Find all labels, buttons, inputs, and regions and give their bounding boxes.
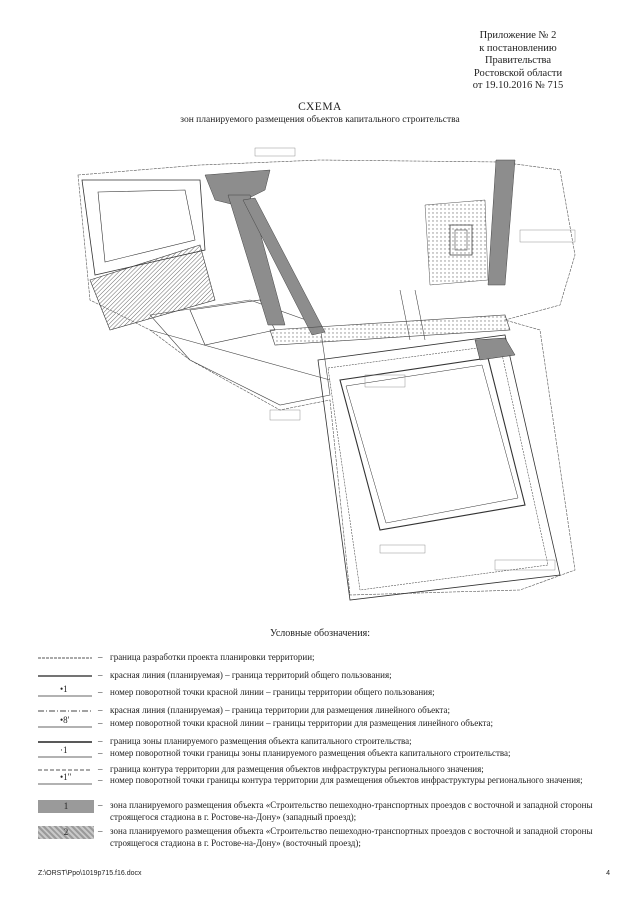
- legend-text: красная линия (планируемая) – граница территорий общего пользования;: [110, 670, 392, 680]
- legend-dash: –: [98, 705, 103, 715]
- map-labels: [255, 148, 575, 570]
- legend-text: красная линия (планируемая) – граница территории для размещения линейного объекта;: [110, 705, 450, 715]
- legend-dash: –: [98, 764, 103, 774]
- legend-symbol: [30, 826, 94, 838]
- legend-dash: –: [98, 718, 103, 728]
- point-marker: •8': [60, 715, 70, 725]
- legend-text: номер поворотной точки границы зоны планируемого размещения объекта капитального строительства;: [110, 748, 511, 758]
- annex-line: Приложение № 2: [479, 30, 557, 41]
- legend-text: граница разработки проекта планировки территории;: [110, 652, 315, 662]
- legend-dash: –: [98, 687, 103, 697]
- stadium-area: [318, 335, 560, 600]
- built-up-block: [425, 200, 488, 285]
- legend-dash: –: [98, 670, 103, 680]
- legend-symbol: [30, 715, 94, 730]
- legend-symbol: [30, 772, 94, 787]
- legend-dash: –: [98, 775, 103, 785]
- page-title: СХЕМА: [298, 101, 342, 113]
- legend-dash: –: [98, 748, 103, 758]
- annex-line: Правительства: [484, 55, 552, 66]
- legend-text: зона планируемого размещения объекта «Строительство пешеходно-транспортных проездов с восточной и западной стороны строящегося стадиона в г. Ростове-на-Дону» (западный проезд);: [110, 800, 593, 822]
- legend-symbol: [30, 670, 94, 682]
- legend-text: номер поворотной точки красной линии – границы территории общего пользования;: [110, 687, 435, 697]
- annex-line: к постановлению: [479, 42, 557, 54]
- legend-symbol: [30, 800, 94, 812]
- page-number: 4: [606, 870, 610, 877]
- legend-text: зона планируемого размещения объекта «Строительство пешеходно-транспортных проездов с восточной и западной стороны строящегося стадиона в г. Ростове-на-Дону» (восточный проезд);: [110, 826, 593, 848]
- zone-1-west-passage: [205, 170, 325, 335]
- point-marker: •1": [60, 772, 72, 782]
- annex-line: Ростовской области: [473, 67, 563, 79]
- legend-text: граница контура территории для размещения объектов инфраструктуры регионального значения;: [110, 764, 484, 774]
- legend-symbol: [30, 652, 94, 664]
- annex-line: от 19.10.2016 № 715: [472, 80, 564, 91]
- zone-2-east-passage: [488, 160, 515, 285]
- legend-symbol: [30, 745, 94, 760]
- legend-symbol: [30, 684, 94, 699]
- legend-text: номер поворотной точки границы контура территории для размещения объектов инфраструктуры регионального значения;: [110, 775, 583, 785]
- page-subtitle: зон планируемого размещения объектов капитального строительства: [180, 115, 460, 125]
- zone-swatch: 1: [38, 800, 94, 813]
- legend-dash: –: [98, 800, 103, 810]
- footer-file-path: Z:\ORST\Ppo\1019p715.f16.docx: [38, 870, 142, 877]
- point-marker: ·1: [60, 745, 68, 755]
- legend-dash: –: [98, 652, 103, 662]
- zone-swatch: 2: [38, 826, 94, 839]
- legend-text: номер поворотной точки красной линии – границы территории для размещения линейного объекта;: [110, 718, 493, 728]
- point-marker: •1: [60, 684, 68, 694]
- legend-dash: –: [98, 736, 103, 746]
- legend-dash: –: [98, 826, 103, 836]
- legend-title: Условные обозначения:: [269, 628, 370, 639]
- legend-text: граница зоны планируемого размещения объекта капитального строительства;: [110, 736, 412, 746]
